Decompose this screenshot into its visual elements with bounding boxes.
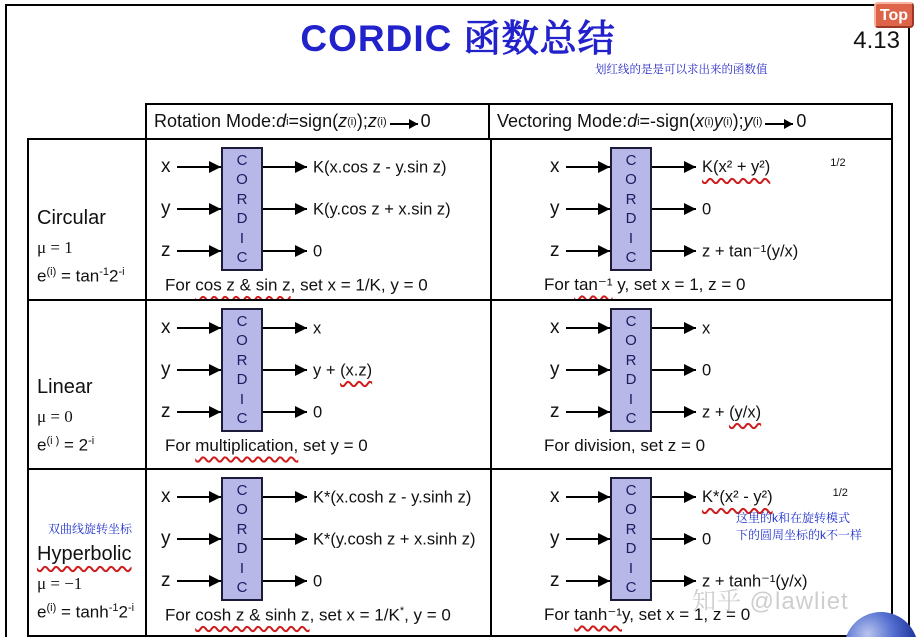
arrow-icon — [177, 411, 221, 413]
arrow-icon — [566, 369, 610, 371]
table-header-row — [27, 103, 893, 138]
top-button[interactable]: Top — [874, 2, 914, 28]
mu-value: μ = 0 — [37, 407, 73, 427]
linear-rotation-cell — [145, 299, 490, 468]
arrow-icon — [263, 208, 307, 210]
arrow-icon — [177, 538, 221, 540]
hyperbolic-rotation-cell — [145, 468, 490, 637]
arrow-icon — [652, 208, 696, 210]
output-value: 0 — [702, 361, 712, 380]
arrow-icon — [652, 250, 696, 252]
input-y-label: y — [161, 359, 171, 380]
e-formula: $e^{(i)} = \tanh^{-1}2^{-i}$ — [37, 602, 135, 622]
arrow-icon — [566, 538, 610, 540]
arrow-icon — [177, 369, 221, 371]
output-value: 0 — [313, 572, 323, 591]
input-z-label: z — [161, 570, 171, 591]
cordic-block: C O R D I C — [221, 147, 263, 271]
input-x-label: x — [550, 486, 560, 507]
watermark: 知乎 @lawliet — [692, 588, 849, 615]
diagram-caption: For multiplication, set y = 0 — [165, 436, 368, 455]
arrow-icon — [263, 496, 307, 498]
vectoring-mode-header: Vectoring Mode: d i =-sign( x (i) y (i) ); y (i) 0 — [490, 103, 893, 138]
output-value: 0 — [702, 530, 712, 549]
output-value: K*(y.cosh z + x.sinh z) — [313, 530, 476, 549]
arrow-icon — [177, 208, 221, 210]
cordic-block: C O R D I C — [610, 147, 652, 271]
arrow-icon — [263, 411, 307, 413]
diagram-caption: For cosh z & sinh z, set x = 1/K*, y = 0 — [165, 605, 451, 625]
arrow-icon — [652, 496, 696, 498]
arrow-icon — [566, 496, 610, 498]
cordic-block: C O R D I C — [221, 308, 263, 432]
cordic-summary-table — [27, 103, 893, 637]
arrow-icon — [263, 327, 307, 329]
arrow-icon — [263, 166, 307, 168]
input-y-label: y — [550, 359, 560, 380]
arrow-icon — [263, 580, 307, 582]
arrow-icon — [652, 411, 696, 413]
table-row-linear — [27, 299, 893, 468]
output-value: K(x² + y²) $^{1/2}$ — [702, 156, 846, 177]
cordic-diagram — [161, 476, 490, 602]
rotation-mode-header: Rotation Mode: d i =sign( z (i) ); z (i) 0 — [145, 103, 490, 138]
input-z-label: z — [161, 401, 171, 422]
input-z-label: z — [550, 570, 560, 591]
output-value: x — [313, 319, 322, 338]
input-x-label: x — [550, 317, 560, 338]
page-number: 4.13 — [853, 27, 900, 54]
input-z-label: z — [550, 240, 560, 261]
cordic-diagram — [550, 146, 891, 272]
input-x-label: x — [161, 156, 171, 177]
mode-name: Linear — [37, 376, 93, 399]
arrow-icon — [765, 123, 793, 125]
arrow-icon — [652, 538, 696, 540]
output-value: z + (y/x) — [702, 403, 762, 422]
input-z-label: z — [161, 240, 171, 261]
arrow-icon — [390, 123, 418, 125]
input-y-label: y — [161, 528, 171, 549]
diagram-caption: For division, set z = 0 — [544, 436, 706, 455]
input-y-label: y — [550, 198, 560, 219]
circular-label-cell — [27, 138, 145, 299]
linear-vectoring-cell — [490, 299, 893, 468]
note-annotation: 这里的k和在旋转模式 下的圆周坐标的k不一样 — [736, 511, 863, 542]
cordic-diagram — [161, 307, 490, 433]
arrow-icon — [177, 327, 221, 329]
mode-name: Hyperbolic — [37, 543, 132, 566]
arrow-icon — [263, 369, 307, 371]
output-value: x — [702, 319, 711, 338]
diagram-caption: For cos z & sin z, set x = 1/K, y = 0 — [165, 275, 428, 295]
cordic-diagram — [161, 146, 490, 272]
arrow-icon — [177, 496, 221, 498]
arrow-icon — [566, 327, 610, 329]
arrow-icon — [652, 369, 696, 371]
input-z-label: z — [550, 401, 560, 422]
arrow-icon — [652, 580, 696, 582]
cordic-block: C O R D I C — [610, 308, 652, 432]
header-spacer — [27, 103, 145, 138]
output-value: K*(x.cosh z - y.sinh z) — [313, 488, 472, 507]
cordic-block: C O R D I C — [221, 477, 263, 601]
arrow-icon — [263, 538, 307, 540]
mode-name: Circular — [37, 207, 106, 230]
diagram-caption: For tan⁻¹ y, set x = 1, z = 0 — [544, 275, 746, 294]
arrow-icon — [652, 166, 696, 168]
e-formula: $e^{(i )} = 2^{-i}$ — [37, 435, 95, 455]
input-y-label: y — [161, 198, 171, 219]
table-row-circular — [27, 138, 893, 299]
arrow-icon — [177, 250, 221, 252]
arrow-icon — [566, 166, 610, 168]
linear-label-cell — [27, 299, 145, 468]
input-x-label: x — [550, 156, 560, 177]
cordic-block: C O R D I C — [610, 477, 652, 601]
page-title: CORDIC 函数总结 — [300, 18, 616, 59]
hyperbolic-label-cell — [27, 468, 145, 637]
diagram-caption: For tanh⁻¹y, set x = 1, z = 0 — [544, 605, 751, 624]
mu-value: μ = 1 — [37, 238, 73, 258]
e-formula: $e^{(i)} = \tan^{-1}2^{-i}$ — [37, 266, 125, 286]
output-value: K(y.cos z + x.sin z) — [313, 200, 451, 219]
arrow-icon — [566, 250, 610, 252]
output-value: z + tan⁻¹(y/x) — [702, 242, 799, 261]
input-y-label: y — [550, 528, 560, 549]
circular-vectoring-cell — [490, 138, 893, 299]
mu-value: μ = −1 — [37, 574, 83, 594]
output-value: K*(x² - y²) $^{1/2}$ — [702, 486, 848, 507]
arrow-icon — [566, 208, 610, 210]
arrow-icon — [566, 411, 610, 413]
arrow-icon — [177, 166, 221, 168]
arrow-icon — [566, 580, 610, 582]
output-value: 0 — [702, 200, 712, 219]
output-value: 0 — [313, 242, 323, 261]
output-value: z + tanh⁻¹(y/x) — [702, 572, 808, 591]
cordic-diagram — [550, 307, 891, 433]
output-value: 0 — [313, 403, 323, 422]
subtitle-note: 划红线的是是可以求出来的函数值 — [595, 64, 768, 76]
arrow-icon — [263, 250, 307, 252]
arrow-icon — [652, 327, 696, 329]
input-x-label: x — [161, 486, 171, 507]
output-value: y + (x.z) — [313, 361, 373, 380]
circular-rotation-cell — [145, 138, 490, 299]
arrow-icon — [177, 580, 221, 582]
input-x-label: x — [161, 317, 171, 338]
output-value: K(x.cos z - y.sin z) — [313, 158, 447, 177]
blue-annotation: 双曲线旋转坐标 — [47, 522, 132, 537]
